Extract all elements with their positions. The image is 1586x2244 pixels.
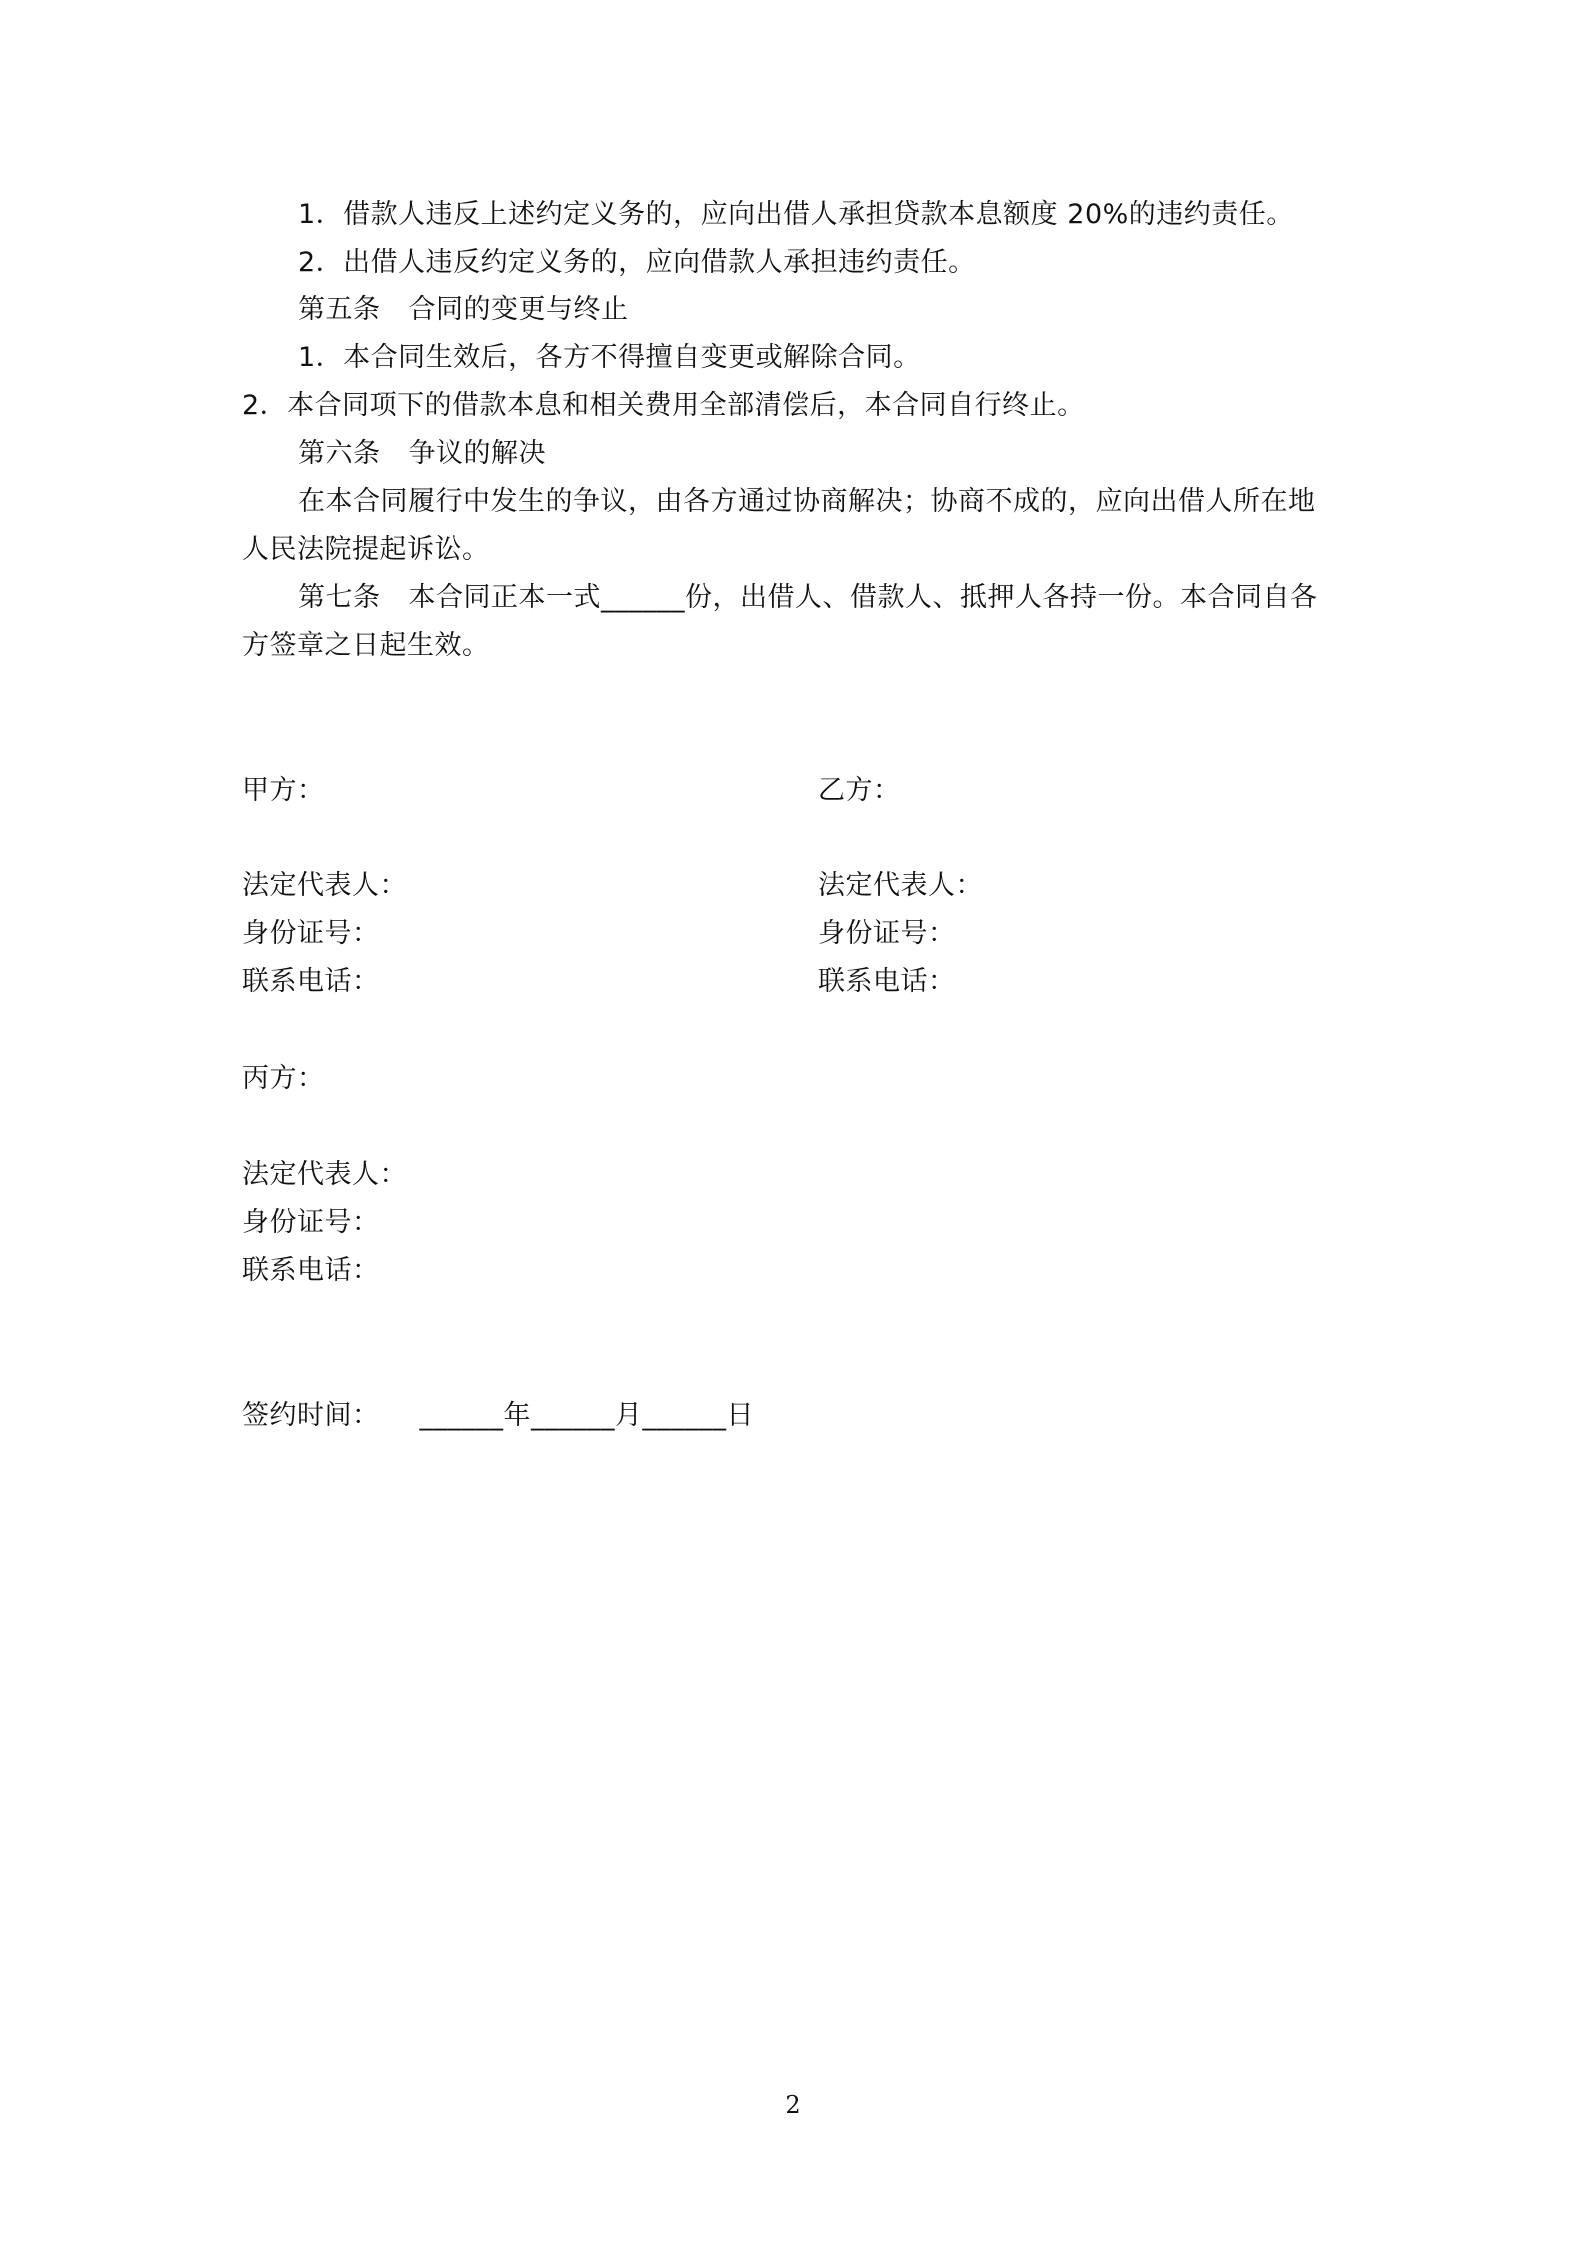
article-5-title: 合同的变更与终止 bbox=[408, 294, 629, 325]
party-a-id-number: 身份证号： bbox=[242, 918, 380, 949]
party-a-phone: 联系电话： bbox=[242, 966, 380, 997]
party-c-id-number: 身份证号： bbox=[242, 1207, 380, 1238]
page-number: 2 bbox=[785, 2091, 801, 2119]
party-c-label: 丙方： bbox=[242, 1063, 325, 1094]
article-6-number: 第六条 bbox=[298, 438, 381, 469]
article-6-title: 争议的解决 bbox=[408, 438, 546, 469]
clause-lender-breach: 2．出借人违反约定义务的，应向借款人承担违约责任。 bbox=[298, 247, 976, 278]
clause-borrower-breach: 1．借款人违反上述约定义务的，应向出借人承担贷款本息额度 20%的违约责任。 bbox=[298, 199, 1294, 230]
article-5-number: 第五条 bbox=[298, 294, 381, 325]
article-7-text: 本合同正本一式______份，出借人、借款人、抵押人各持一份。本合同自各 bbox=[408, 582, 1318, 613]
party-b-phone: 联系电话： bbox=[818, 966, 956, 997]
clause-no-change: 1．本合同生效后，各方不得擅自变更或解除合同。 bbox=[298, 342, 921, 373]
sign-date-value: ______年______月______日 bbox=[419, 1400, 754, 1431]
party-a-label: 甲方： bbox=[242, 775, 325, 806]
party-b-legal-rep: 法定代表人： bbox=[818, 870, 983, 901]
article-7-line-1 bbox=[298, 581, 1318, 615]
article-6-heading bbox=[298, 437, 546, 471]
party-c-legal-rep: 法定代表人： bbox=[242, 1159, 407, 1190]
article-7-line-2: 方签章之日起生效。 bbox=[242, 630, 490, 661]
sign-date-label: 签约时间： bbox=[242, 1400, 380, 1431]
party-b-id-number: 身份证号： bbox=[818, 918, 956, 949]
party-a-legal-rep: 法定代表人： bbox=[242, 870, 407, 901]
dispute-clause-line-2: 人民法院提起诉讼。 bbox=[242, 534, 490, 565]
sign-date-row bbox=[242, 1399, 754, 1433]
party-b-label: 乙方： bbox=[818, 775, 901, 806]
dispute-clause-line-1: 在本合同履行中发生的争议，由各方通过协商解决；协商不成的，应向出借人所在地 bbox=[298, 486, 1316, 517]
article-5-heading bbox=[298, 293, 629, 327]
article-7-number: 第七条 bbox=[298, 582, 381, 613]
clause-termination: 2．本合同项下的借款本息和相关费用全部清偿后，本合同自行终止。 bbox=[242, 390, 1085, 421]
party-c-phone: 联系电话： bbox=[242, 1255, 380, 1286]
